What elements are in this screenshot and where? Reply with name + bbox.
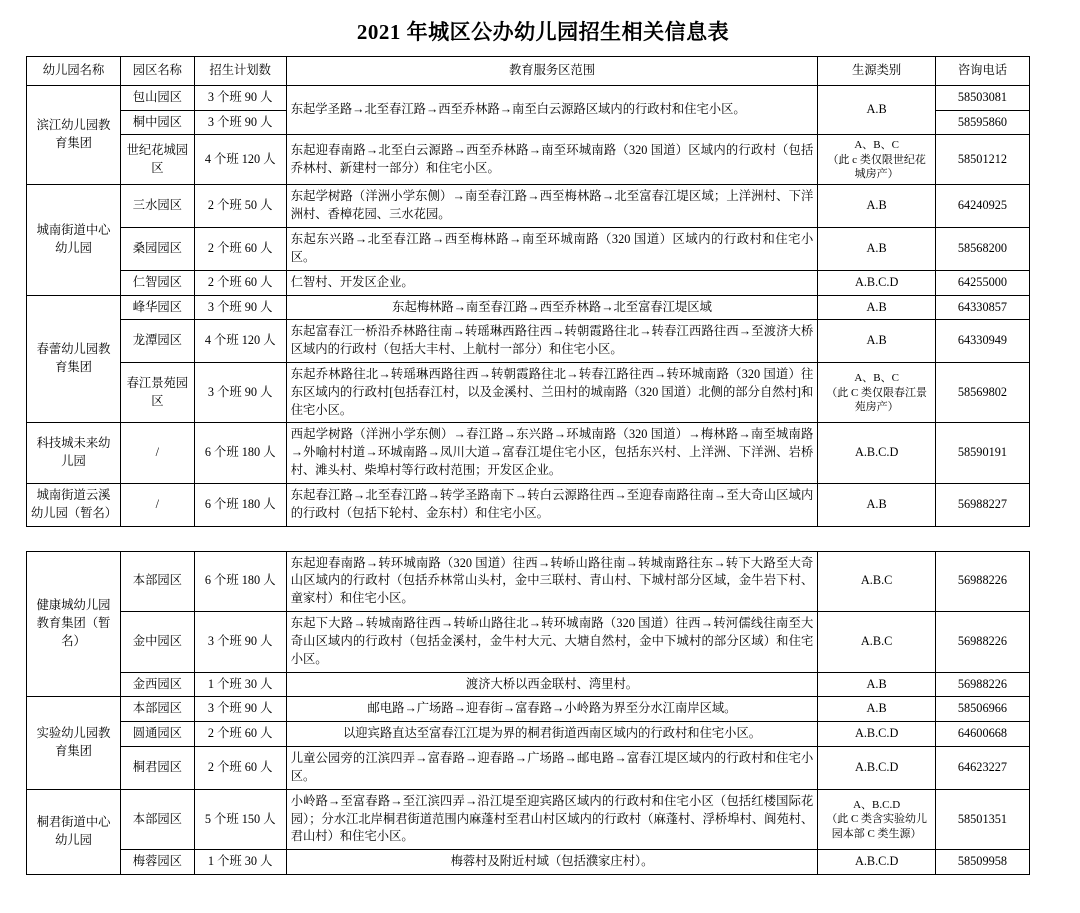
spacer-cell bbox=[27, 526, 1030, 551]
cell-enrollment-plan: 4 个班 120 人 bbox=[194, 135, 286, 185]
cell-enrollment-plan: 3 个班 90 人 bbox=[194, 110, 286, 135]
cell-kindergarten-name: 健康城幼儿园教育集团（暂名） bbox=[27, 551, 121, 697]
kindergarten-enrollment-table bbox=[26, 56, 1030, 875]
cell-enrollment-plan: 1 个班 30 人 bbox=[194, 850, 286, 875]
cell-service-area: 邮电路→广场路→迎春街→富春路→小岭路为界至分水江南岸区域。 bbox=[286, 697, 818, 722]
cell-enrollment-plan: 3 个班 90 人 bbox=[194, 295, 286, 320]
table-row bbox=[27, 185, 1030, 228]
cell-park-name: 梅蓉园区 bbox=[121, 850, 195, 875]
cell-phone: 64600668 bbox=[935, 722, 1029, 747]
cell-park-name: 三水园区 bbox=[121, 185, 195, 228]
cell-park-name: 本部园区 bbox=[121, 551, 195, 611]
cell-student-category: A.B bbox=[818, 483, 936, 526]
cell-kindergarten-name: 实验幼儿园教育集团 bbox=[27, 697, 121, 789]
cell-service-area: 以迎宾路直达至富春江江堤为界的桐君街道西南区域内的行政村和住宅小区。 bbox=[286, 722, 818, 747]
cell-kindergarten-name: 滨江幼儿园教育集团 bbox=[27, 85, 121, 185]
cell-student-category: A.B.C.D bbox=[818, 423, 936, 483]
cell-enrollment-plan: 6 个班 180 人 bbox=[194, 483, 286, 526]
cell-student-category: A.B bbox=[818, 85, 936, 135]
cell-service-area: 西起学树路（洋洲小学东侧）→春江路→东兴路→环城南路（320 国道）→梅林路→南至城南路→外喻村村道→环城南路→凤川大道→富春江堤住宅小区，包括东兴村、上洋洲、下洋洲、岩桥村、滩头村、柴埠村等行政村范围；开发区企业。 bbox=[286, 423, 818, 483]
cell-service-area: 仁智村、开发区企业。 bbox=[286, 270, 818, 295]
cell-enrollment-plan: 3 个班 90 人 bbox=[194, 697, 286, 722]
cell-park-name: 桐中园区 bbox=[121, 110, 195, 135]
cell-phone: 64240925 bbox=[935, 185, 1029, 228]
cell-service-area: 东起东兴路→北至春江路→西至梅林路→南至环城南路（320 国道）区域内的行政村和住宅小区。 bbox=[286, 228, 818, 271]
table-row bbox=[27, 363, 1030, 423]
cell-student-category: A.B.C.D bbox=[818, 722, 936, 747]
table-row bbox=[27, 672, 1030, 697]
cell-park-name: 金西园区 bbox=[121, 672, 195, 697]
table-body bbox=[27, 85, 1030, 874]
cell-park-name: / bbox=[121, 483, 195, 526]
cell-enrollment-plan: 1 个班 30 人 bbox=[194, 672, 286, 697]
cell-student-category: A.B bbox=[818, 697, 936, 722]
cell-park-name: 本部园区 bbox=[121, 697, 195, 722]
cell-park-name: / bbox=[121, 423, 195, 483]
column-header-student-category: 生源类别 bbox=[818, 57, 936, 86]
cell-student-category: A.B.C.D bbox=[818, 850, 936, 875]
cell-park-name: 春江景苑园区 bbox=[121, 363, 195, 423]
cell-service-area: 东起春江路→北至春江路→转学圣路南下→转白云源路往西→至迎春南路往南→至大奇山区域内的行政村（包括下轮村、金东村）和住宅小区。 bbox=[286, 483, 818, 526]
cell-park-name: 仁智园区 bbox=[121, 270, 195, 295]
cell-enrollment-plan: 3 个班 90 人 bbox=[194, 612, 286, 672]
cell-service-area: 梅蓉村及附近村域（包括濮家庄村）。 bbox=[286, 850, 818, 875]
cell-phone: 64623227 bbox=[935, 747, 1029, 790]
cell-service-area: 东起梅林路→南至春江路→西至乔林路→北至富春江堤区域 bbox=[286, 295, 818, 320]
cell-park-name: 世纪花城园区 bbox=[121, 135, 195, 185]
cell-phone: 64255000 bbox=[935, 270, 1029, 295]
table-row bbox=[27, 697, 1030, 722]
cell-enrollment-plan: 2 个班 60 人 bbox=[194, 270, 286, 295]
page-title: 2021 年城区公办幼儿园招生相关信息表 bbox=[356, 20, 730, 44]
cell-kindergarten-name: 桐君街道中心幼儿园 bbox=[27, 789, 121, 874]
cell-phone: 58569802 bbox=[935, 363, 1029, 423]
cell-enrollment-plan: 2 个班 60 人 bbox=[194, 747, 286, 790]
cell-phone: 56988227 bbox=[935, 483, 1029, 526]
cell-phone: 58506966 bbox=[935, 697, 1029, 722]
cell-park-name: 峰华园区 bbox=[121, 295, 195, 320]
column-header-phone: 咨询电话 bbox=[935, 57, 1029, 86]
cell-enrollment-plan: 5 个班 150 人 bbox=[194, 789, 286, 849]
cell-kindergarten-name: 城南街道中心幼儿园 bbox=[27, 185, 121, 295]
table-row bbox=[27, 722, 1030, 747]
cell-park-name: 龙潭园区 bbox=[121, 320, 195, 363]
cell-enrollment-plan: 3 个班 90 人 bbox=[194, 363, 286, 423]
table-row bbox=[27, 789, 1030, 849]
cell-phone: 58501351 bbox=[935, 789, 1029, 849]
cell-phone: 56988226 bbox=[935, 612, 1029, 672]
cell-phone: 58568200 bbox=[935, 228, 1029, 271]
cell-service-area: 东起富春江一桥沿乔林路往南→转瑶琳西路往西→转朝霞路往北→转春江西路往西→至渡济大桥区域内的行政村（包括大丰村、上航村一部分）和住宅小区。 bbox=[286, 320, 818, 363]
cell-kindergarten-name: 城南街道云溪幼儿园（暂名） bbox=[27, 483, 121, 526]
cell-student-category: A.B bbox=[818, 295, 936, 320]
cell-park-name: 本部园区 bbox=[121, 789, 195, 849]
cell-student-category: A.B.C.D bbox=[818, 270, 936, 295]
cell-phone: 64330857 bbox=[935, 295, 1029, 320]
table-row bbox=[27, 483, 1030, 526]
table-row bbox=[27, 320, 1030, 363]
cell-service-area: 渡济大桥以西金联村、湾里村。 bbox=[286, 672, 818, 697]
column-header-park-name: 园区名称 bbox=[121, 57, 195, 86]
cell-phone: 56988226 bbox=[935, 672, 1029, 697]
cell-phone: 58590191 bbox=[935, 423, 1029, 483]
table-row bbox=[27, 612, 1030, 672]
cell-phone: 64330949 bbox=[935, 320, 1029, 363]
table-row bbox=[27, 135, 1030, 185]
cell-student-category: A、B、C （此 C 类仅限春江景苑房产） bbox=[818, 363, 936, 423]
cell-student-category: A.B.C bbox=[818, 551, 936, 611]
cell-enrollment-plan: 6 个班 180 人 bbox=[194, 551, 286, 611]
table-row bbox=[27, 228, 1030, 271]
cell-enrollment-plan: 6 个班 180 人 bbox=[194, 423, 286, 483]
table-row bbox=[27, 85, 1030, 110]
cell-student-category: A.B.C bbox=[818, 612, 936, 672]
column-header-enrollment-plan: 招生计划数 bbox=[194, 57, 286, 86]
cell-phone: 58509958 bbox=[935, 850, 1029, 875]
cell-service-area: 东起迎春南路→北至白云源路→西至乔林路→南至环城南路（320 国道）区域内的行政村（包括乔林村、新建村一部分）和住宅小区。 bbox=[286, 135, 818, 185]
cell-enrollment-plan: 4 个班 120 人 bbox=[194, 320, 286, 363]
table-header-row bbox=[27, 57, 1030, 86]
table-header bbox=[27, 57, 1030, 86]
cell-kindergarten-name: 科技城未来幼儿园 bbox=[27, 423, 121, 483]
cell-service-area: 东起下大路→转城南路往西→转峤山路往北→转环城南路（320 国道）往西→转河儒线往南至大奇山区域内的行政村（包括金溪村，金牛村大元、大塘自然村，金中下城村的部分区域）和住宅小区。 bbox=[286, 612, 818, 672]
table-row bbox=[27, 551, 1030, 611]
cell-service-area: 东起迎春南路→转环城南路（320 国道）往西→转峤山路往南→转城南路往东→转下大路至大奇山区域内的行政村（包括乔林常山头村，金中三联村、青山村、下城村部分区域，金牛岩下村、童家村）和住宅小区。 bbox=[286, 551, 818, 611]
cell-student-category: A.B.C.D bbox=[818, 747, 936, 790]
cell-student-category: A、B.C.D （此 C 类含实验幼儿园本部 C 类生源） bbox=[818, 789, 936, 849]
table-spacer-row bbox=[27, 526, 1030, 551]
cell-park-name: 包山园区 bbox=[121, 85, 195, 110]
cell-enrollment-plan: 2 个班 60 人 bbox=[194, 722, 286, 747]
column-header-service-area: 教育服务区范围 bbox=[286, 57, 818, 86]
cell-enrollment-plan: 2 个班 60 人 bbox=[194, 228, 286, 271]
cell-park-name: 金中园区 bbox=[121, 612, 195, 672]
cell-park-name: 桑园园区 bbox=[121, 228, 195, 271]
cell-service-area: 东起学树路（洋洲小学东侧）→南至春江路→西至梅林路→北至富春江堤区域；上洋洲村、下洋洲村、香樟花园、三水花园。 bbox=[286, 185, 818, 228]
cell-enrollment-plan: 3 个班 90 人 bbox=[194, 85, 286, 110]
cell-park-name: 圆通园区 bbox=[121, 722, 195, 747]
table-row bbox=[27, 850, 1030, 875]
table-row bbox=[27, 423, 1030, 483]
column-header-kindergarten-name: 幼儿园名称 bbox=[27, 57, 121, 86]
cell-phone: 58503081 bbox=[935, 85, 1029, 110]
cell-phone: 58595860 bbox=[935, 110, 1029, 135]
cell-kindergarten-name: 春蕾幼儿园教育集团 bbox=[27, 295, 121, 423]
cell-student-category: A、B、C （此 c 类仅限世纪花城房产） bbox=[818, 135, 936, 185]
table-row bbox=[27, 747, 1030, 790]
cell-service-area: 东起学圣路→北至春江路→西至乔林路→南至白云源路区域内的行政村和住宅小区。 bbox=[286, 85, 818, 135]
cell-park-name: 桐君园区 bbox=[121, 747, 195, 790]
cell-phone: 56988226 bbox=[935, 551, 1029, 611]
table-row bbox=[27, 295, 1030, 320]
table-row bbox=[27, 270, 1030, 295]
cell-enrollment-plan: 2 个班 50 人 bbox=[194, 185, 286, 228]
cell-student-category: A.B bbox=[818, 672, 936, 697]
cell-service-area: 儿童公园旁的江滨四弄→富春路→迎春路→广场路→邮电路→富春江堤区域内的行政村和住宅小区。 bbox=[286, 747, 818, 790]
cell-student-category: A.B bbox=[818, 320, 936, 363]
cell-service-area: 小岭路→至富春路→至江滨四弄→沿江堤至迎宾路区域内的行政村和住宅小区（包括红楼国际花园）；分水江北岸桐君街道范围内麻蓬村至君山村区域内的行政村（麻蓬村、浮桥埠村、阆苑村、君山村）和住宅小区。 bbox=[286, 789, 818, 849]
cell-service-area: 东起乔林路往北→转瑶琳西路往西→转朝霞路往北→转春江路往西→转环城南路（320 国道）往东区域内的行政村[包括春江村，以及金溪村、兰田村的城南路（320 国道）北侧的部分自然村]和住宅小区。 bbox=[286, 363, 818, 423]
cell-student-category: A.B bbox=[818, 228, 936, 271]
cell-phone: 58501212 bbox=[935, 135, 1029, 185]
cell-student-category: A.B bbox=[818, 185, 936, 228]
